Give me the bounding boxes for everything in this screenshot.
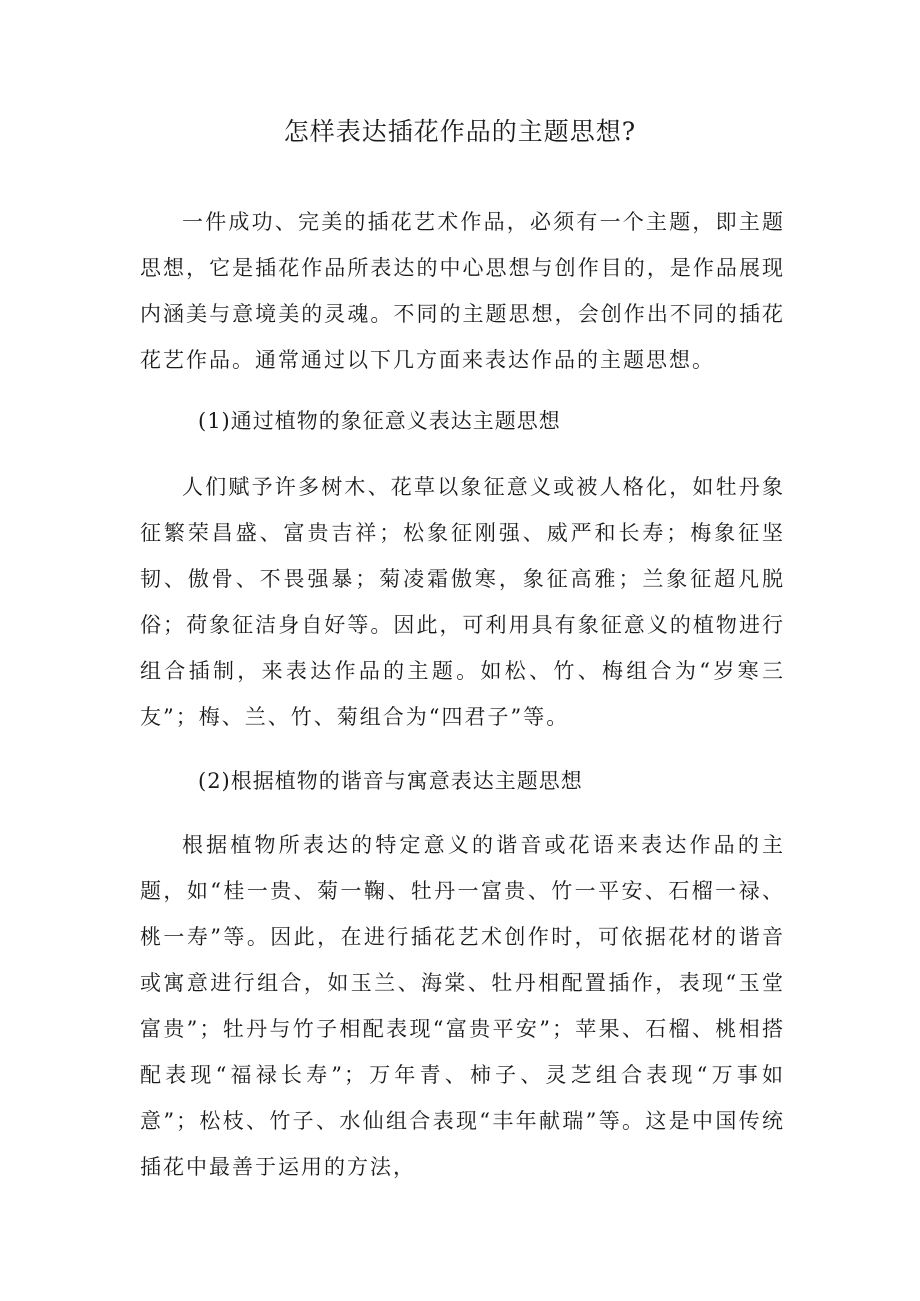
- page-title: 怎样表达插花作品的主题思想?: [283, 117, 637, 146]
- section-2-paragraph: 根据植物所表达的特定意义的谐音或花语来表达作品的主题，如“桂一贵、菊一鞠、牡丹一富贵、竹一平安、石榴一禄、桃一寿”等。因此，在进行插花艺术创作时，可依据花材的谐音或寓意进行组合，如玉兰、海棠、牡丹相配置插作，表现“玉堂富贵”；牡丹与竹子相配表现“富贵平安”；苹果、石榴、桃相搭配表现“福禄长寿”；万年青、柿子、灵芝组合表现“万事如意”；松枝、竹子、水仙组合表现“丰年献瑞”等。这是中国传统插花中最善于运用的方法，: [140, 833, 785, 1179]
- section-2-heading: (2)根据植物的谐音与寓意表达主题思想: [198, 769, 583, 793]
- intro-paragraph: 一件成功、完美的插花艺术作品，必须有一个主题，即主题思想，它是插花作品所表达的中心思想与创作目的，是作品展现内涵美与意境美的灵魂。不同的主题思想，会创作出不同的插花花艺作品。通常通过以下几方面来表达作品的主题思想。: [140, 210, 785, 372]
- section-1-paragraph: 人们赋予许多树木、花草以象征意义或被人格化，如牡丹象征繁荣昌盛、富贵吉祥；松象征刚强、威严和长寿；梅象征坚韧、傲骨、不畏强暴；菊凌霜傲寒，象征高雅；兰象征超凡脱俗；荷象征洁身自好等。因此，可利用具有象征意义的植物进行组合插制，来表达作品的主题。如松、竹、梅组合为“岁寒三友”；梅、兰、竹、菊组合为“四君子”等。: [140, 475, 785, 729]
- section-1-heading: (1)通过植物的象征意义表达主题思想: [198, 409, 561, 433]
